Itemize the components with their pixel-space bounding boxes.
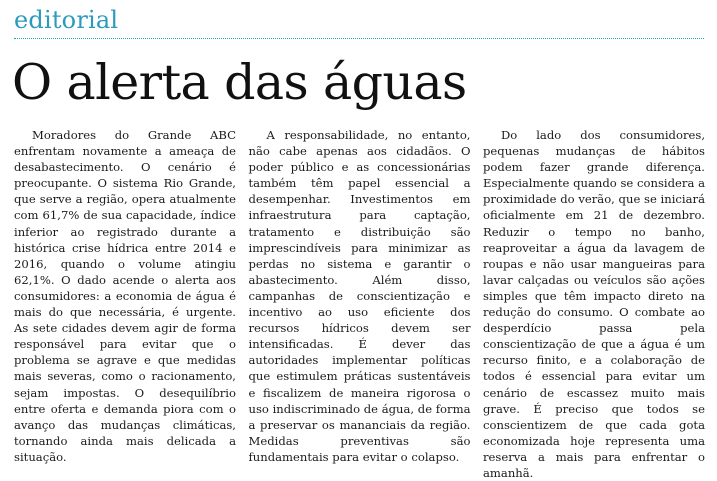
article-paragraph-1: Moradores do Grande ABC enfrentam novamente a ameaça de desabastecimento. O cenário é preocupante. O sistema Rio Grande, que serve a região, opera atualmente com 61,7% de sua capacidade, índice inferior ao registrado durante a histórica crise hídrica entre 2014 e 2016, quando o volume atingiu 62,1%. O dado acende o alerta aos consumidores: a economia de água é mais do que necessária, é urgente. As sete cidades devem agir de forma responsável para evitar que o problema se agrave e que medidas mais severas, como o racionamento, sejam impostas. O desequilíbrio entre oferta e demanda piora com o avanço das mudanças climáticas, tornando ainda mais delicada a situação. <box>14 128 236 464</box>
article-column-1 <box>14 127 236 464</box>
section-label: editorial <box>14 6 119 34</box>
article-column-2 <box>248 127 471 464</box>
article-paragraph-2: A responsabilidade, no entanto, não cabe apenas aos cidadãos. O poder público e as concessionárias também têm papel essencial a desempenhar. Investimentos em infraestrutura para captação, tratamento e distribuição são imprescindíveis para minimizar as perdas no sistema e garantir o abastecimento. Além disso, campanhas de conscientização e incentivo ao uso eficiente dos recursos hídricos devem ser intensificadas. É dever das autoridades implementar políticas que estimulem práticas sustentáveis e fiscalizem de maneira rigorosa o uso indiscriminado de água, de forma a preservar os mananciais da região. Medidas preventivas são fundamentais para evitar o colapso. <box>248 128 471 464</box>
section-divider <box>14 38 704 39</box>
article-paragraph-3: Do lado dos consumidores, pequenas mudanças de hábitos podem fazer grande diferença. Especialmente quando se considera a proximidade do verão, que se iniciará oficialmente em 21 de dezembro. Reduzir o tempo no banho, reaproveitar a água da lavagem de roupas e não usar mangueiras para lavar calçadas ou veículos são ações simples que têm impacto direto na redução do consumo. O combate ao desperdício passa pela conscientização de que a água é um recurso finito, e a colaboração de todos é essencial para evitar um cenário de escassez muito mais grave. É preciso que todos se conscientizem de que cada gota economizada hoje representa uma reserva a mais para enfrentar o amanhã. <box>483 128 705 480</box>
article-column-3 <box>483 127 705 480</box>
article-body <box>14 127 705 480</box>
headline: O alerta das águas <box>12 54 467 111</box>
